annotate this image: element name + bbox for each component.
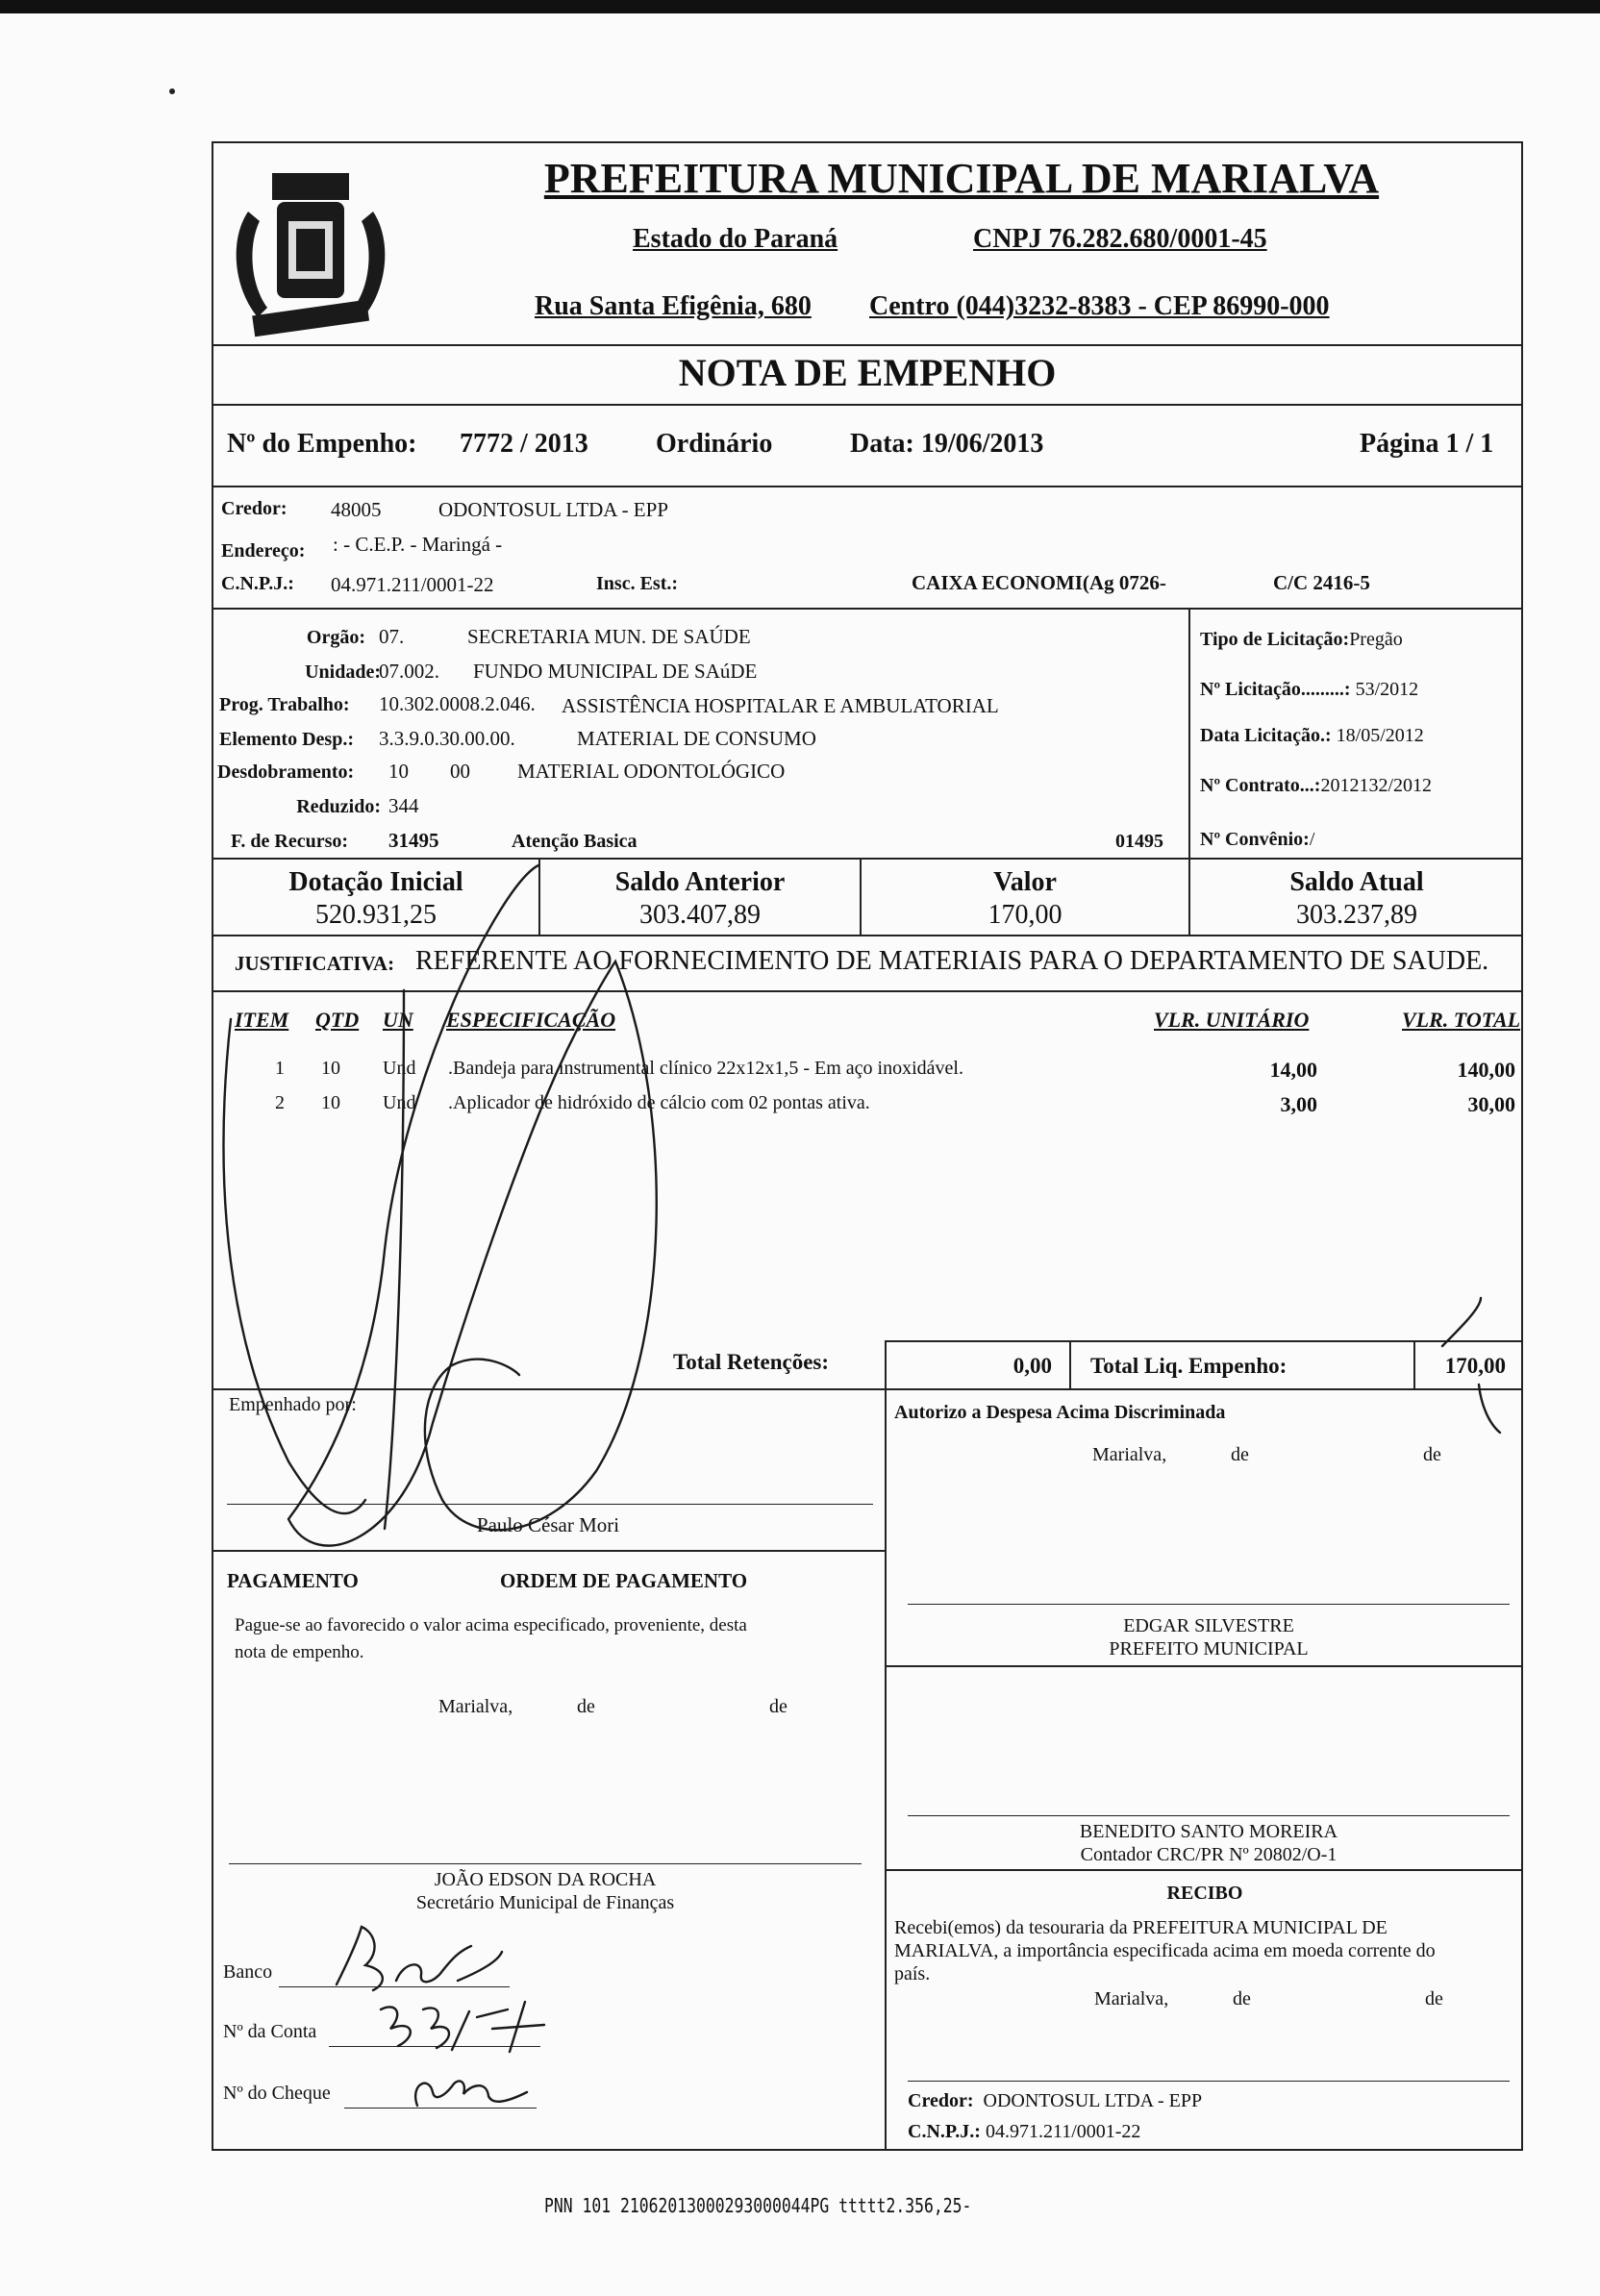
header-cnpj: CNPJ 76.282.680/0001-45 (973, 224, 1267, 254)
item-qtd: 10 (321, 1058, 340, 1079)
municipal-seal (219, 154, 402, 346)
recurso-code2: 01495 (1115, 831, 1163, 852)
banco-label: Banco (223, 1961, 273, 1983)
tipo-licitacao: Tipo de Licitação:Pregão (1200, 629, 1403, 650)
col-item: ITEM (235, 1008, 289, 1032)
item-desc: .Bandeja para instrumental clínico 22x12x1,5 - Em aço inoxidável. (448, 1058, 963, 1079)
recibo-title: RECIBO (1166, 1883, 1243, 1904)
item-total: 30,00 (1467, 1092, 1515, 1116)
item-unit: 14,00 (1269, 1058, 1317, 1082)
secretario-name: JOÃO EDSON DA ROCHA (434, 1869, 657, 1890)
data-licitacao: Data Licitação.: 18/05/2012 (1200, 725, 1424, 746)
conta-label: Nº da Conta (223, 2021, 317, 2042)
num-licitacao: Nº Licitação.........: 53/2012 (1200, 679, 1419, 700)
autorizo-de-2: de (1423, 1444, 1441, 1465)
elemento-name: MATERIAL DE CONSUMO (577, 727, 816, 750)
autorizo-place: Marialva, (1092, 1444, 1167, 1465)
header-address: Rua Santa Efigênia, 680 (535, 291, 812, 321)
endereco-label: Endereço: (221, 540, 306, 562)
col-un: UN (383, 1008, 413, 1032)
dotacao-label: Dotação Inicial (288, 867, 463, 897)
empenho-label: Nº do Empenho: (227, 429, 417, 459)
credor-label: Credor: (221, 498, 288, 519)
unidade-name: FUNDO MUNICIPAL DE SAúDE (473, 660, 758, 683)
recibo-line-1: Recebi(emos) da tesouraria da PREFEITURA MUNICIPAL DE (894, 1917, 1388, 1938)
justificativa-label: JUSTIFICATIVA: (235, 952, 395, 975)
total-liq-label: Total Liq. Empenho: (1090, 1354, 1288, 1378)
empenho-number: 7772 / 2013 (460, 429, 588, 459)
total-retencoes-label: Total Retenções: (673, 1350, 830, 1374)
col-especificacao: ESPECIFICAÇÃO (446, 1008, 616, 1032)
saldo-atual-value: 303.237,89 (1296, 900, 1417, 930)
item-un: Und (383, 1058, 416, 1079)
reduzido-label: Reduzido: (296, 796, 381, 817)
header-address-rest: Centro (044)3232-8383 - CEP 86990-000 (869, 291, 1330, 321)
saldo-atual-label: Saldo Atual (1289, 867, 1424, 897)
desdobramento-sub: 00 (450, 760, 470, 783)
desdobramento-code: 10 (388, 760, 409, 783)
valor-value: 170,00 (988, 900, 1062, 930)
item-desc: .Aplicador de hidróxido de cálcio com 02 pontas ativa. (448, 1092, 870, 1113)
desdobramento-name: MATERIAL ODONTOLÓGICO (517, 760, 786, 783)
recurso-name: Atenção Basica (512, 831, 638, 852)
elemento-label: Elemento Desp.: (219, 729, 354, 750)
credor-name: ODONTOSUL LTDA - EPP (438, 498, 668, 521)
endereco-value: : - C.E.P. - Maringá - (333, 533, 503, 556)
pagamento-de-1: de (577, 1696, 595, 1717)
credor-code: 48005 (331, 498, 382, 521)
empenhado-name: Paulo César Mori (476, 1513, 620, 1536)
saldo-anterior-value: 303.407,89 (639, 900, 761, 930)
prog-code: 10.302.0008.2.046. (379, 692, 536, 715)
prog-name: ASSISTÊNCIA HOSPITALAR E AMBULATORIAL (562, 694, 999, 717)
empenho-page: Página 1 / 1 (1360, 429, 1494, 459)
prog-label: Prog. Trabalho: (219, 694, 350, 715)
cheque-label: Nº do Cheque (223, 2083, 331, 2104)
secretario-role: Secretário Municipal de Finanças (415, 1892, 675, 1913)
col-vlr-total: VLR. TOTAL (1402, 1008, 1521, 1032)
contador-name: BENEDITO SANTO MOREIRA (1079, 1821, 1338, 1842)
recibo-line-3: país. (894, 1963, 931, 1984)
scan-speck (169, 88, 175, 94)
scan-top-border (0, 0, 1600, 13)
item-un: Und (383, 1092, 416, 1113)
recibo-credor-cnpj: C.N.P.J.: 04.971.211/0001-22 (908, 2121, 1141, 2142)
pagamento-place: Marialva, (438, 1696, 513, 1717)
item-unit: 3,00 (1280, 1092, 1317, 1116)
desdobramento-label: Desdobramento: (217, 761, 355, 783)
item-number: 2 (275, 1092, 285, 1113)
doc-title: NOTA DE EMPENHO (678, 351, 1057, 394)
empenho-date: Data: 19/06/2013 (850, 429, 1044, 459)
elemento-code: 3.3.9.0.30.00.00. (379, 727, 515, 750)
orgao-name: SECRETARIA MUN. DE SAÚDE (467, 625, 751, 648)
ordem-pagamento-label: ORDEM DE PAGAMENTO (500, 1569, 748, 1592)
reduzido-value: 344 (388, 794, 419, 817)
item-number: 1 (275, 1058, 285, 1079)
saldo-anterior-label: Saldo Anterior (614, 867, 786, 897)
header-state: Estado do Paraná (633, 224, 838, 254)
header-title: PREFEITURA MUNICIPAL DE MARIALVA (543, 155, 1380, 202)
pagamento-label: PAGAMENTO (227, 1569, 359, 1592)
num-convenio: Nº Convênio:/ (1200, 829, 1315, 850)
col-vlr-unitario: VLR. UNITÁRIO (1154, 1008, 1310, 1032)
item-total: 140,00 (1457, 1058, 1515, 1082)
recibo-de-2: de (1425, 1988, 1443, 2009)
recibo-de-1: de (1233, 1988, 1251, 2009)
pague-line-2: nota de empenho. (235, 1642, 364, 1662)
contador-role: Contador CRC/PR Nº 20802/O-1 (1080, 1844, 1338, 1865)
justificativa-text: REFERENTE AO FORNECIMENTO DE MATERIAIS PARA O DEPARTAMENTO DE SAUDE. (415, 946, 1489, 976)
pague-line-1: Pague-se ao favorecido o valor acima especificado, proveniente, desta (235, 1615, 747, 1635)
credor-cnpj-label: C.N.P.J.: (221, 573, 294, 594)
total-liq-value: 170,00 (1444, 1354, 1506, 1378)
prefeito-role: PREFEITO MUNICIPAL (1109, 1638, 1309, 1660)
empenhado-label: Empenhado por: (229, 1394, 357, 1415)
credor-bank: CAIXA ECONOMI(Ag 0726- (912, 571, 1166, 594)
credor-cc: C/C 2416-5 (1273, 571, 1370, 594)
recurso-label: F. de Recurso: (231, 831, 349, 852)
item-qtd: 10 (321, 1092, 340, 1113)
footer-code: PNN 101 21062013000293000044PG ttttt2.356,25- (544, 2194, 972, 2217)
orgao-label: Orgão: (306, 627, 365, 648)
credor-cnpj: 04.971.211/0001-22 (331, 573, 494, 596)
dotacao-value: 520.931,25 (315, 900, 437, 930)
prefeito-name: EDGAR SILVESTRE (1123, 1615, 1294, 1636)
recibo-credor: Credor: ODONTOSUL LTDA - EPP (908, 2090, 1203, 2111)
recibo-place: Marialva, (1094, 1988, 1169, 2009)
col-qtd: QTD (315, 1008, 360, 1032)
autorizo-label: Autorizo a Despesa Acima Discriminada (894, 1402, 1226, 1423)
orgao-code: 07. (379, 625, 405, 648)
num-contrato: Nº Contrato...:2012132/2012 (1200, 775, 1433, 796)
autorizo-de-1: de (1231, 1444, 1249, 1465)
recurso-code: 31495 (388, 829, 439, 852)
empenho-type: Ordinário (656, 429, 773, 459)
total-retencoes-value: 0,00 (1012, 1354, 1052, 1378)
recibo-line-2: MARIALVA, a importância especificada acima em moeda corrente do (894, 1940, 1436, 1961)
unidade-label: Unidade: (305, 661, 381, 683)
unidade-code: 07.002. (379, 660, 439, 683)
pagamento-de-2: de (769, 1696, 788, 1717)
insc-est-label: Insc. Est.: (596, 573, 679, 594)
valor-label: Valor (993, 867, 1057, 897)
